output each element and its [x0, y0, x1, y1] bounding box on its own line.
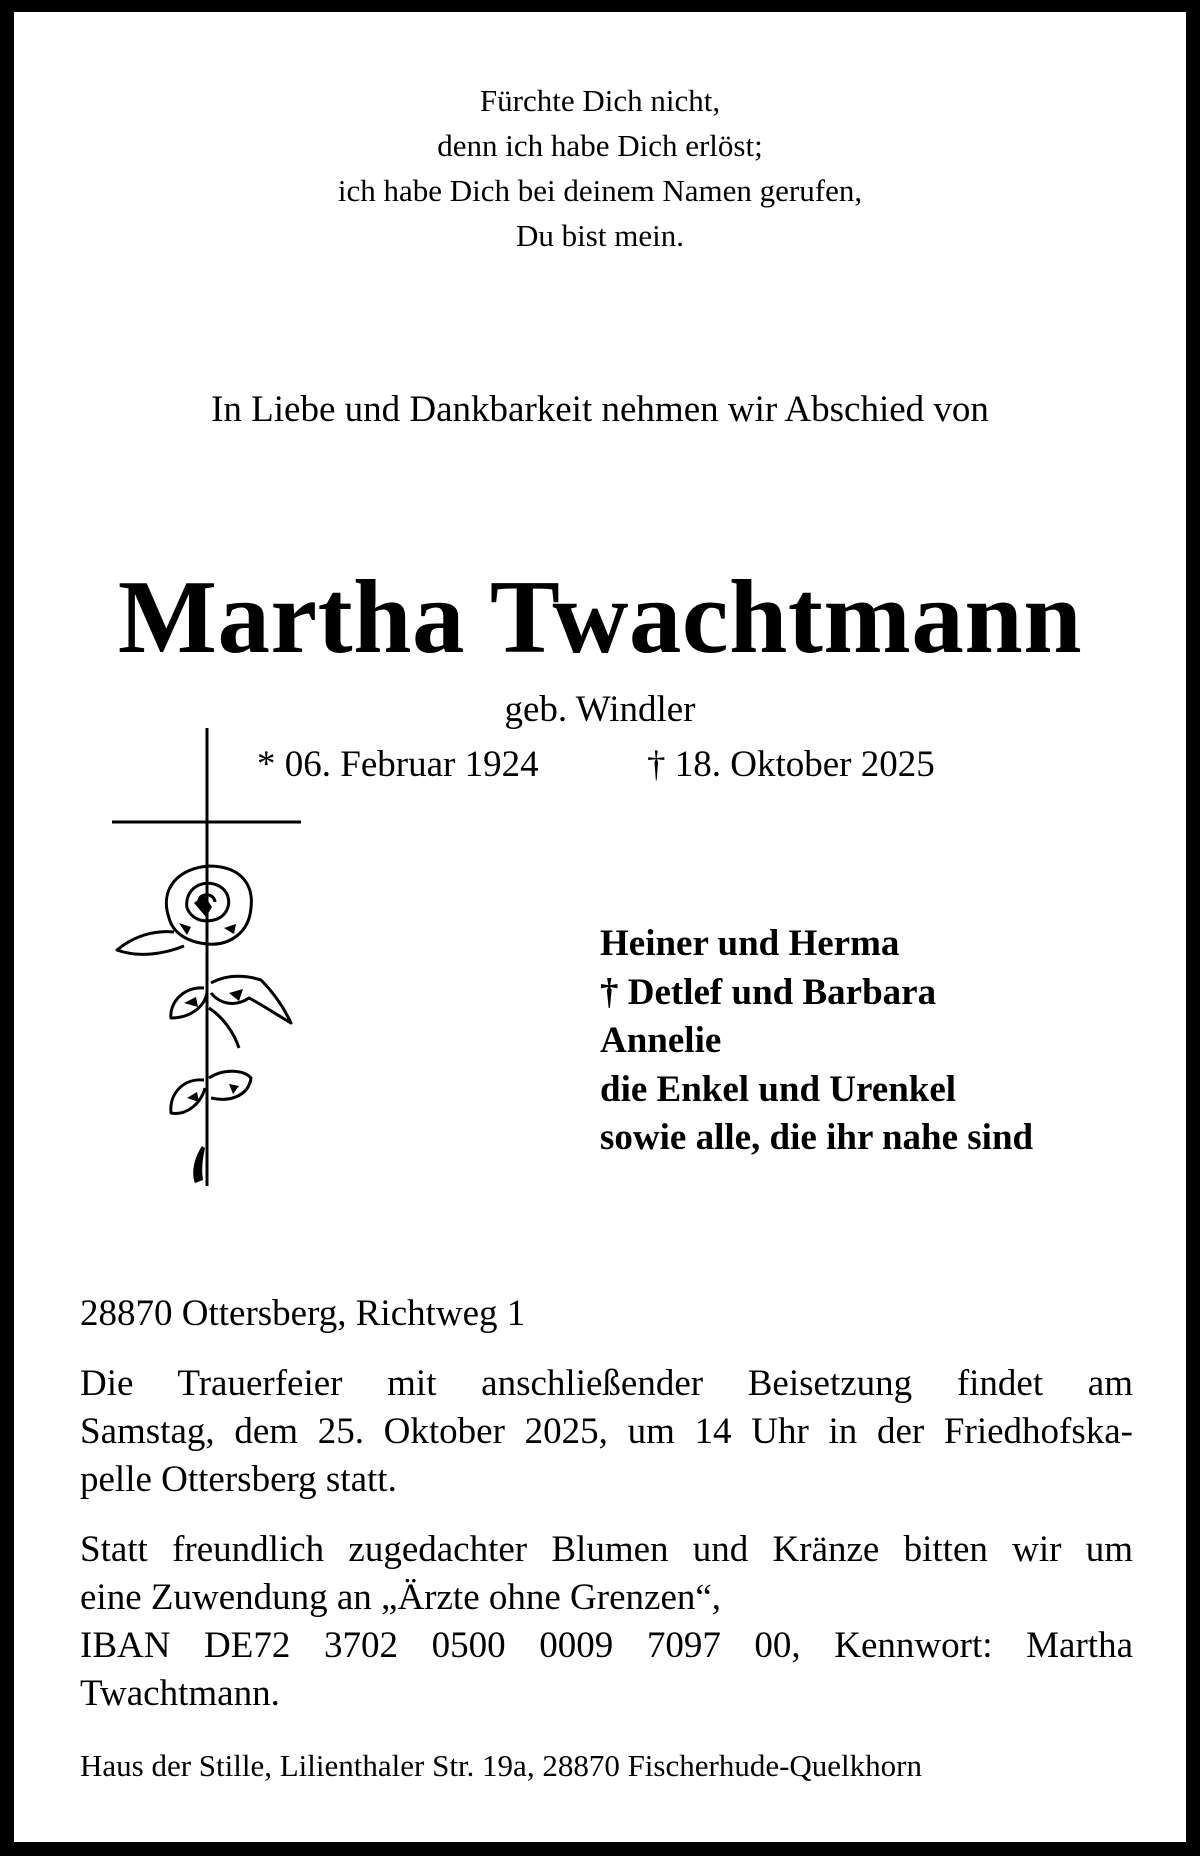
mourner-line: Annelie [600, 1020, 722, 1061]
donation-line: Twachtmann. [80, 1673, 280, 1714]
service-line: Die Trauerfeier mit anschließender Beisetzung findet am [80, 1363, 1133, 1404]
verse-line: Fürchte Dich nicht, [479, 83, 721, 118]
verse-line: ich habe Dich bei deinem Namen gerufen, [337, 173, 863, 208]
verse-line: Du bist mein. [516, 218, 684, 253]
intro-text: In Liebe und Dankbarkeit nehmen wir Abschied von [211, 389, 989, 430]
service-line: Samstag, dem 25. Oktober 2025, um 14 Uhr in der Friedhofska- [80, 1411, 1133, 1452]
death-date: † 18. Oktober 2025 [647, 744, 935, 785]
mourner-line: sowie alle, die ihr nahe sind [600, 1117, 1034, 1158]
verse-line: denn ich habe Dich erlöst; [437, 128, 763, 163]
donation-line: eine Zuwendung an „Ärzte ohne Grenzen“, [80, 1577, 722, 1618]
maiden-name: geb. Windler [504, 689, 696, 730]
mourner-line: † Detlef und Barbara [600, 971, 937, 1013]
donation-line: Statt freundlich zugedachter Blumen und Kränze bitten wir um [80, 1529, 1133, 1570]
deceased-name: Martha Twachtmann [117, 558, 1083, 675]
bible-verse [14, 78, 1186, 258]
service-paragraph [80, 1360, 1133, 1504]
address: 28870 Ottersberg, Richtweg 1 [80, 1293, 526, 1334]
mourner-line: Heiner und Herma [600, 923, 900, 964]
funeral-home: Haus der Stille, Lilienthaler Str. 19a, 28870 Fischerhude-Quelkhorn [80, 1748, 922, 1783]
service-line: pelle Ottersberg statt. [80, 1459, 397, 1500]
mourner-line: die Enkel und Urenkel [600, 1068, 957, 1110]
cross-rose-icon [99, 718, 319, 1193]
donation-paragraph [80, 1526, 1133, 1718]
birth-date: * 06. Februar 1924 [257, 744, 539, 785]
donation-line: IBAN DE72 3702 0500 0009 7097 00, Kennwort: Martha [80, 1625, 1133, 1666]
mourners-list [600, 920, 1033, 1163]
